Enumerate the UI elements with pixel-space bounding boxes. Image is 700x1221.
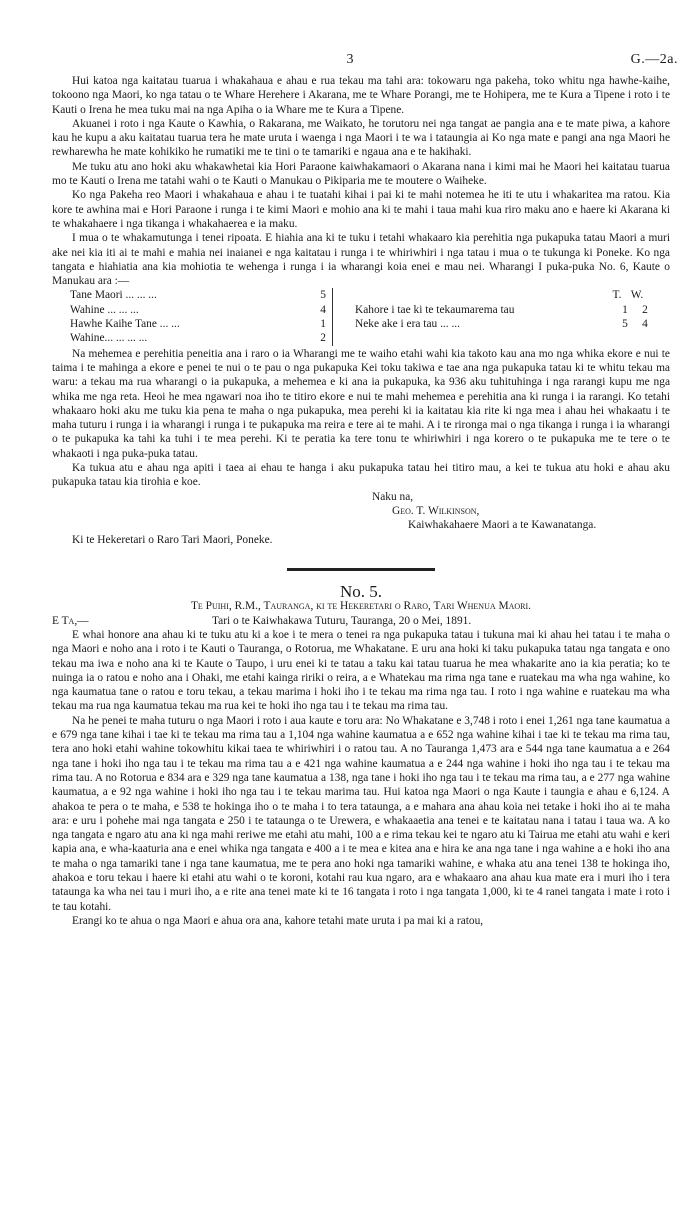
t-column-header: T. xyxy=(612,289,622,302)
count-value: 4 xyxy=(320,303,326,316)
document-body xyxy=(52,74,670,928)
count-value: 2 xyxy=(320,332,326,345)
count-label: Wahine xyxy=(70,303,105,316)
paragraph: I mua o te whakamutunga i tenei ripoata. E hiahia ana ki te tuku i tetahi whakaaro kia perehitia nga pukapuka tatau Maori a muri ake nei kia iti ai te mahi e mahia nei inaianei e nga kaitatau i runga i te whiriwhiri i nga tatau i mua o te tukunga ki Poneke. Ko nga tangata e hiahiatia ana kia mohiotia te wehenga i runga i ia wharangi koia enei e mau nei. Wharangi I puka-puka No. 6, Kaute o Manukau ara :— xyxy=(52,232,670,288)
w-column-header: W. xyxy=(630,289,644,302)
paragraph: Na mehemea e perehitia peneitia ana i raro o ia Wharangi me te waiho etahi wahi kia takoto kau ana mo nga whika ekore e nui te taima i te mahinga a ekore e penei te nui o te pau o nga pukapuka Kei toku takiwa e tae ana nga pukapuka tatau ki te whitu tekau ma waru: a tekau ma rua wharangi o ia pukapuka, a mehemea e ki ana ia pukapuka, ka 936 aku tuhituhinga i nga rarangi kupu me nga whika me nga reta. Heoi he mea ngawari noa iho te titiro ekore e nui te mahi mehemea e perehitia ana ki runga i ia rarangi. Ko tetahi whakaaro hoki aku me tuku kia pena te maha o nga pukapuka, mea perehi ki ia kaitatau kia rite ki nga mea i ahau hei whakaatu i te maha tuturu i runga i ia wharangi i runga i te pukapuka ma reira e tere ai te mahi. A i te rironga mai o nga tikanga i runga i ia wharangi o te pukapuka ka tahi ka tuhi i te mea perehi. Ki te peratia ka tere tonu te whiriwhiri i nga korero o te pukapuka me te tere o te whakaoti i nga puka-puka tatau. xyxy=(52,347,670,460)
section-heading: Te Puihi, R.M., Tauranga, ki te Hekeretari o Raro, Tari Whenua Maori. xyxy=(190,600,532,613)
signatory-title: Kaiwhakahaere Maori a te Kawanatanga. xyxy=(408,519,597,532)
addressee: Ki te Hekeretari o Raro Tari Maori, Poneke. xyxy=(72,533,273,546)
leader-dots: ... ... xyxy=(159,318,180,331)
age-label: Kahore i tae ki te tekaumarema tau xyxy=(355,303,515,316)
count-value: 1 xyxy=(320,318,326,331)
counts-left-column xyxy=(52,288,333,345)
count-row xyxy=(70,317,332,331)
age-row xyxy=(355,303,655,317)
count-label: Tane Maori xyxy=(70,289,123,302)
count-label: Hawhe Kaihe Tane xyxy=(70,318,157,331)
letter-header xyxy=(52,614,670,628)
closing: Naku na, xyxy=(372,490,414,503)
leader-dots: ... ... ... xyxy=(115,332,148,345)
count-row xyxy=(70,288,332,302)
paragraph: Na he penei te maha tuturu o nga Maori i roto i aua kaute e toru ara: No Whakatane e 3,748 i roto i enei 1,261 nga tane kaumatua a e 679 nga tane kihai i tae ki te tekau ma rima tau a 1,104 nga wahine kaumatua a e 652 nga wahine kihai i tae ki te tekau ma rima tau, tera ano hoki etahi wahine tokowhitu kikai taea te whiriwhiri i o ratou tau. A no Tauranga 1,473 ara e 544 nga tane kaumatua a e 264 nga tane i hoki iho nga tau i te tekau ma rima tau a e 421 nga wahine kaumatua a e 244 nga wahine i hoki iho nga tau i te tekau ma rima tau. A no Rotorua e 834 ara e 329 nga tane kaumatua a 138, nga tane i hoki iho nga tau i te tekau ma rima tau, a e 277 nga wahine kaumatua, a e 92 nga wahine i hoki iho nga tau i te tekau marima tau. Hui katoa nga Maori o nga Kaute i taungia e ahau e 6,124. A ahakoa te pera o te maha, e 538 te hokinga iho o te maha i to tera tataunga, a e mahara ana ahau koia nei tetake i hoki iho ai te maha ara: e uru i pohehe mai nga tangata e 250 i te tataunga o te Urewera, e whakaaetia ana tenei e te kaitatau nana i tatau i taua wa. A ko nga tangata e ngaro atu ana ki nga mahi reriwe me etahi atu mahi, 100 a e rima tekau kei te ngaro atu ki Tairua me etahi atu wahi e keri kapia ana, e wha-kaaturia ana e enei whika nga tangata e 400 a i te mea e kitea ana e hira ke ana nga tane i nga wahine a e hoki iho ana te maha o nga tamariki tane i nga tane kaumatua, me te pera ano hoki nga tamariki wahine, e whaka atu ana tenei 138 te hokinga iho, ahakoa e toru tekau i haere ki etahi atu wahi o te koroni, kotahi rau kua ngaro, ara e whakaaro ana ahau kua mate era i muri iho i tera tataunga ka wha nei tau i muri iho, a e rite ana tenei mate ki te 16 tangata i roto i nga tangata 1,000, ki te 4 ranei tangata i mate i roto i te tau kotahi. xyxy=(52,714,670,913)
w-value: 2 xyxy=(642,303,648,316)
count-value: 5 xyxy=(320,289,326,302)
count-row xyxy=(70,303,332,317)
count-label: Wahine... xyxy=(70,332,114,345)
age-label: Neke ake i era tau ... ... xyxy=(355,318,460,331)
paragraph: Ka tukua atu e ahau nga apiti i taea ai ehau te hanga i aku pukapuka tatau hei titiro mau, a kei te tukua atu hoki e ahau aku pukapuka tatau kia tirohia e koe. xyxy=(52,462,670,489)
census-counts-table xyxy=(52,288,670,345)
paragraph: Ko nga Pakeha reo Maori i whakahaua e ahau i te tuatahi kihai i pai ki te mahi notemea he iti te utu i whakaritea ma ratou. Kia kore te awhina mai e Hori Paraone i runga i te kimi Maori e mohio ana ki te mahi i taua mahi kua riro maku ano e haere ki Akarana ki te whakahaere i nga tikanga i whakahaerea e ia maku. xyxy=(52,189,670,230)
paragraph: E whai honore ana ahau ki te tuku atu ki a koe i te mera o tenei ra nga pukapuka tatau i tukuna mai ki ahau hei tatau i te maha o nga Maori e noho ana i roto i te Kauti o Tauranga, o Rotorua, me Whakatane. E uru ana hoki ki taku pukapuka tatau nga tangata e ono tekau ma iwa e noho ana ki te Kaute o Taupo, i uru enei ki te tatau a taku kai tatau tuarua he mea whakarite ano ia kia peratia; ko te nuinga ia o ratou e noho ana i Ohaki, me etahi kainga ririki o reira, a e Whatekau ma rima nga tane e ruatekau ma wha nga wahine, ko nga kaumatua tane o ratou e toru tekau, a tekau marima i hoki iho i te tekau ma rima nga tau. I roto i nga wahine e ruatekau ma wha tekau ma rua nga kaumatua tekau ma rua kei te hoki iho nga tau i te tekau ma rima tau. xyxy=(52,628,670,713)
paragraph: Hui katoa nga kaitatau tuarua i whakahaua e ahau e rua tekau ma tahi ara: tokowaru nga pakeha, toko whitu nga hawhe-kaihe, tokoono nga Maori, ko nga tatau o te Whare Herehere i Akarana, me te Whare Porangi, me te Hohipera, me te Kura a Tipene i roto i te Kauti o Irena he mea tuku mai na nga Apiha o ia Whare me te Kura a Tipene. xyxy=(52,75,670,116)
document-reference: G.—2a. xyxy=(630,52,678,67)
paragraph: Me tuku atu ano hoki aku whakawhetai kia Hori Paraone kaiwhakamaori o Akarana nana i kimi mai he Maori hei kaitatau tuarua mo te Kauti o Irena me tatahi wahi o te Kauti o Manukau o Pikiparia me te moutere o Waiheke. xyxy=(52,160,670,188)
paragraph: Akuanei i roto i nga Kaute o Kawhia, o Rakarana, me Waikato, he torutoru nei nga tangat ae pangia ana e te mate piwa, a kahore kau he kupu a aku kaitatau tuarua tera he mate uruta i waenga i nga Maori i te wa i tataungia ai Ko nga mate e pangi ana nga Maori he rewharewha he mate kohikiko he rumatiki me te tini o te tamariki e ngaua ana e te hakihaki. xyxy=(52,117,670,159)
paragraph: Erangi ko te ahua o nga Maori e ahua ora ana, kahore tetahi mate uruta i pa mai ki a ratou, xyxy=(72,914,484,927)
w-value: 4 xyxy=(642,318,648,331)
age-row xyxy=(355,317,655,331)
t-value: 5 xyxy=(622,318,628,331)
signatory-name: Geo. T. Wilkinson, xyxy=(392,504,480,517)
page-number: 3 xyxy=(346,52,354,67)
counts-right-column xyxy=(333,288,655,345)
t-value: 1 xyxy=(622,303,628,316)
section-number: No. 5. xyxy=(339,582,383,602)
count-row xyxy=(70,331,332,345)
signature-block xyxy=(52,490,670,547)
section-divider xyxy=(52,561,670,575)
leader-dots: ... ... ... xyxy=(107,303,139,316)
tw-header xyxy=(355,288,655,302)
dateline: Tari o te Kaiwhakawa Tuturu, Tauranga, 20 o Mei, 1891. xyxy=(212,614,472,627)
salutation: E Ta,— xyxy=(52,614,89,627)
leader-dots: ... ... ... xyxy=(125,289,157,302)
